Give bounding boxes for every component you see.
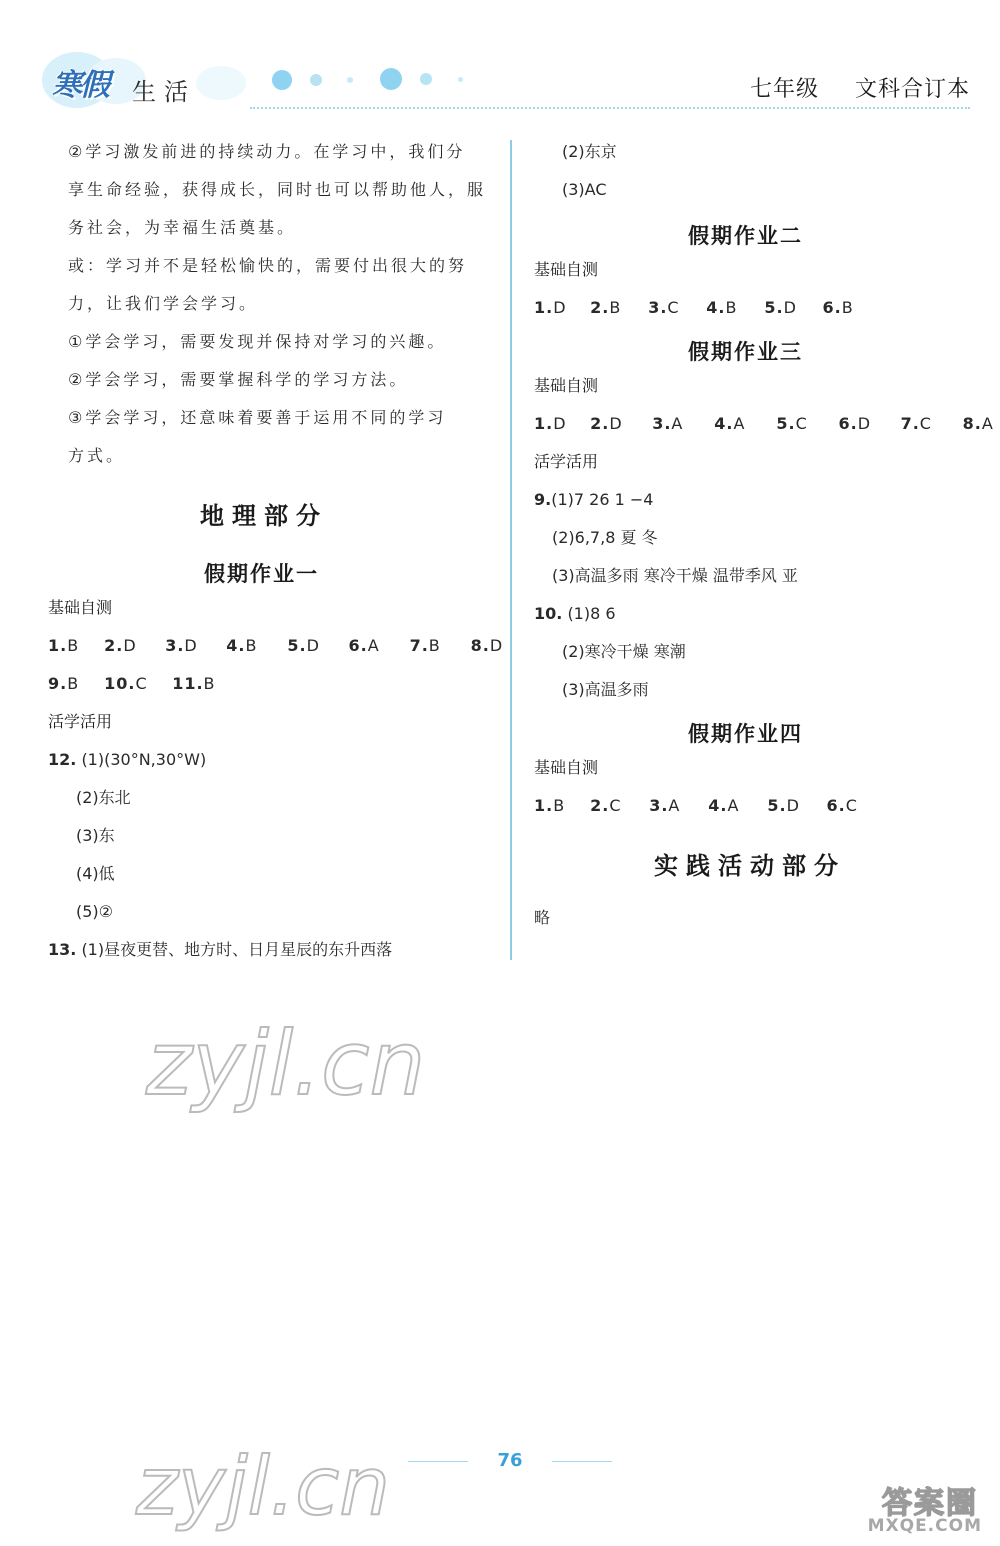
answer-row: 1.B 2.D 3.D 4.B 5.D 6.A 7.B 8.D [48, 636, 504, 655]
answer-row: 1.D 2.D 3.A 4.A 5.C 6.D 7.C 8.A [534, 414, 994, 433]
decor-dot [380, 68, 402, 90]
label-basic-test: 基础自测 [534, 376, 599, 395]
page-number-rule [408, 1461, 468, 1462]
paragraph-line: ②学会学习，需要掌握科学的学习方法。 [68, 370, 409, 389]
homework-title: 假期作业三 [688, 340, 803, 364]
answer-row: 9.B 10.C 11.B [48, 674, 216, 693]
homework-title: 假期作业一 [204, 562, 319, 586]
watermark-zyjl: zyjl.cn [146, 1012, 426, 1115]
answer-line: (2)东京 [562, 142, 617, 161]
section-title-geography: 地理部分 [200, 502, 328, 530]
paragraph-line: 或：学习并不是轻松愉快的，需要付出很大的努 [68, 256, 468, 275]
paragraph-line: 方式。 [68, 446, 126, 465]
page-number-rule [552, 1461, 612, 1462]
logo-bubble [196, 66, 246, 100]
decor-dot [310, 74, 322, 86]
question-10: 10. (1)8 6 [534, 604, 616, 623]
corner-watermark-logo [818, 1478, 988, 1538]
decor-dot [347, 77, 353, 83]
question-13: 13. (1)昼夜更替、地方时、日月星辰的东升西落 [48, 940, 393, 959]
header-divider [250, 107, 970, 109]
answer-line: (2)寒冷干燥 寒潮 [562, 642, 686, 661]
homework-title: 假期作业二 [688, 224, 803, 248]
label-basic-test: 基础自测 [534, 758, 599, 777]
answer-row: 1.B 2.C 3.A 4.A 5.D 6.C [534, 796, 858, 815]
decor-dot [272, 70, 292, 90]
paragraph-line: 力，让我们学会学习。 [68, 294, 259, 313]
label-apply: 活学活用 [534, 452, 599, 471]
label-apply: 活学活用 [48, 712, 113, 731]
question-9: 9.(1)7 26 1 −4 [534, 490, 654, 509]
answer-line: (3)AC [562, 180, 607, 199]
answer-row: 1.D 2.B 3.C 4.B 5.D 6.B [534, 298, 854, 317]
answer-line: (5)② [76, 902, 114, 921]
answer-line: (4)低 [76, 864, 115, 883]
answer-line: (2)6,7,8 夏 冬 [552, 528, 658, 547]
corner-logo-url: MXQE.COM [867, 1516, 982, 1536]
column-divider [510, 140, 512, 960]
answer-line: (3)东 [76, 826, 115, 845]
paragraph-line: ②学习激发前进的持续动力。在学习中，我们分 [68, 142, 466, 161]
answer-line: (2)东北 [76, 788, 131, 807]
decor-dot [458, 77, 463, 82]
answer-line: (3)高温多雨 [562, 680, 649, 699]
header-info [722, 72, 970, 103]
answer-line: (3)高温多雨 寒冷干燥 温带季风 亚 [552, 566, 798, 585]
paragraph-line: 务社会，为幸福生活奠基。 [68, 218, 297, 237]
paragraph-line: ①学会学习，需要发现并保持对学习的兴趣。 [68, 332, 447, 351]
paragraph-line: 享生命经验，获得成长，同时也可以帮助他人，服 [68, 180, 487, 199]
label-basic-test: 基础自测 [48, 598, 113, 617]
header-logo [46, 52, 256, 112]
logo-title: 寒假 [52, 68, 108, 103]
homework-title: 假期作业四 [688, 722, 803, 746]
practice-answer: 略 [534, 908, 551, 927]
logo-subtitle: 生活 [132, 78, 196, 106]
paragraph-line: ③学会学习，还意味着要善于运用不同的学习 [68, 408, 447, 427]
page-number: 76 [497, 1450, 523, 1471]
decor-dot [420, 73, 432, 85]
question-12: 12. (1)(30°N,30°W) [48, 750, 207, 769]
section-title-practice: 实践活动部分 [654, 852, 846, 880]
watermark-zyjl: zyjl.cn [136, 1440, 390, 1533]
header-edition: 文科合订本 [854, 77, 970, 102]
label-basic-test: 基础自测 [534, 260, 599, 279]
corner-logo-title: 答案圈 [882, 1486, 978, 1521]
header-grade: 七年级 [749, 77, 819, 102]
